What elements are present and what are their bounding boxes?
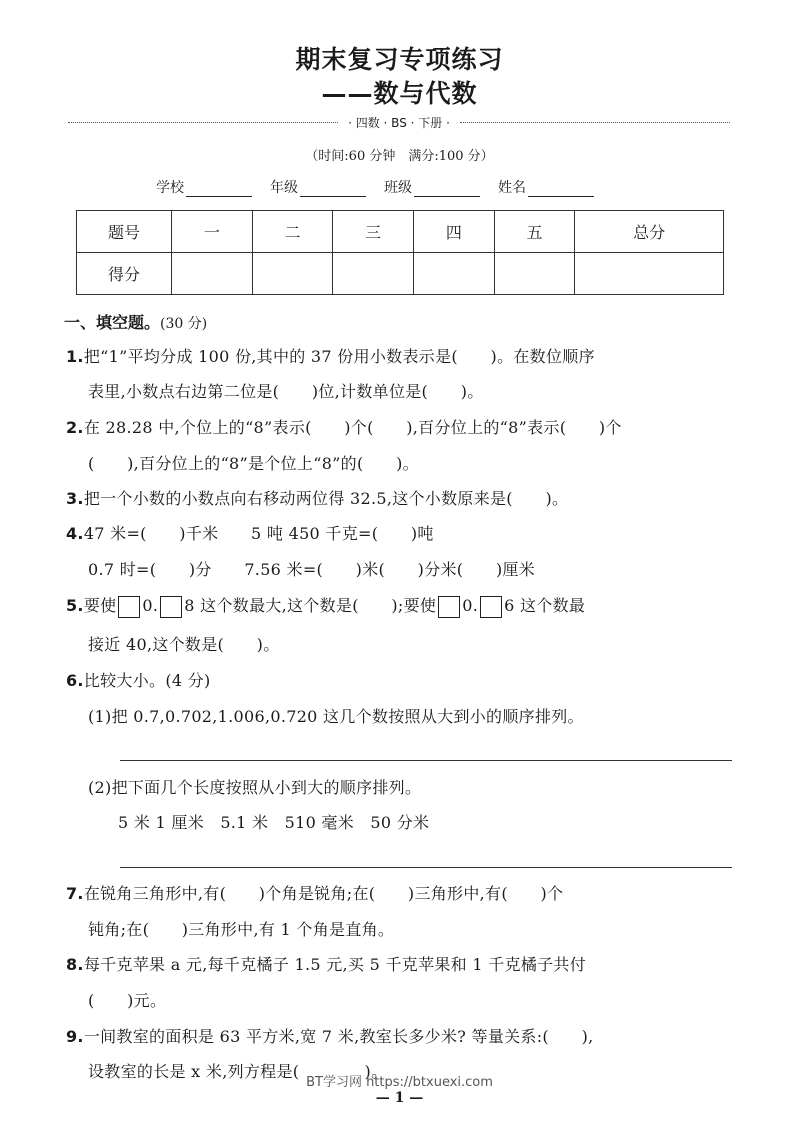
- answer-line[interactable]: [120, 760, 732, 761]
- score-cell[interactable]: [252, 253, 333, 295]
- field-grade[interactable]: [270, 177, 366, 197]
- question-text: 一间教室的面积是 63 平方米,宽 7 米,教室长多少米? 等量关系:( ),: [83, 1027, 594, 1046]
- table-row-header: [77, 211, 724, 253]
- section-title: 一、填空题。: [64, 313, 161, 332]
- question-number: 3.: [66, 489, 84, 508]
- question-number: 5.: [66, 596, 84, 615]
- answer-box[interactable]: [160, 596, 182, 618]
- question-number: 2.: [66, 418, 84, 437]
- time-info: （时间:60 分钟 满分:100 分）: [305, 149, 494, 164]
- section-points: (30 分): [160, 316, 208, 332]
- question-number: 6.: [66, 671, 84, 690]
- question-5-line-2: 接近 40,这个数是( )。: [88, 635, 280, 654]
- section-heading: [64, 310, 207, 333]
- field-label: 年级: [270, 180, 298, 196]
- score-cell[interactable]: [575, 253, 724, 295]
- table-cell: 二: [252, 211, 333, 253]
- question-text: 比较大小。(4 分): [83, 671, 211, 690]
- question-text: 在 28.28 中,个位上的“8”表示( )个( ),百分位上的“8”表示( )个: [83, 418, 622, 437]
- question-text: 要使: [83, 596, 117, 615]
- question-text: 在锐角三角形中,有( )个角是锐角;在( )三角形中,有( )个: [83, 884, 564, 903]
- question-1-line-2: 表里,小数点右边第二位是( )位,计数单位是( )。: [88, 382, 484, 401]
- grade-blank[interactable]: [300, 182, 366, 197]
- answer-box[interactable]: [438, 596, 460, 618]
- question-text: 47 米=( )千米 5 吨 450 千克=( )吨: [83, 524, 434, 543]
- answer-box[interactable]: [118, 596, 140, 618]
- question-text: 8 这个数最大,这个数是( );要使: [184, 596, 437, 615]
- question-8-line-1: [66, 952, 586, 975]
- field-label: 班级: [384, 180, 412, 196]
- question-5-line-1: [66, 593, 585, 618]
- question-1-line-1: [66, 344, 595, 367]
- title-line-2: ——数与代数: [321, 79, 478, 108]
- question-text: 6 这个数最: [504, 596, 586, 615]
- question-3-line-1: [66, 486, 568, 509]
- question-text: 0.: [462, 596, 479, 615]
- question-number: 8.: [66, 955, 84, 974]
- subtitle-bar: [68, 114, 730, 130]
- page-number: — 1 —: [375, 1090, 424, 1106]
- question-6-lengths: 5 米 1 厘米 5.1 米 510 毫米 50 分米: [118, 813, 430, 832]
- table-cell: 四: [414, 211, 495, 253]
- question-6-line-1: [66, 668, 211, 691]
- watermark: BT学习网 https://btxuexi.com: [306, 1075, 493, 1090]
- dotted-divider: [68, 122, 338, 123]
- question-7-line-2: 钝角;在( )三角形中,有 1 个角是直角。: [88, 920, 395, 939]
- question-number: 7.: [66, 884, 84, 903]
- class-blank[interactable]: [414, 182, 480, 197]
- title-line-1: 期末复习专项练习: [295, 45, 504, 74]
- field-school[interactable]: [156, 177, 252, 197]
- subtitle: · 四数 · BS · 下册 ·: [348, 115, 450, 130]
- score-cell[interactable]: [494, 253, 575, 295]
- field-name[interactable]: [498, 177, 594, 197]
- name-blank[interactable]: [528, 182, 594, 197]
- question-4-line-1: [66, 521, 434, 544]
- question-6-sub-1: (1)把 0.7,0.702,1.006,0.720 这几个数按照从大到小的顺序排列。: [88, 707, 584, 726]
- field-label: 学校: [156, 180, 184, 196]
- question-text: 0.: [142, 596, 159, 615]
- question-text: 把一个小数的小数点向右移动两位得 32.5,这个小数原来是( )。: [83, 489, 569, 508]
- question-number: 4.: [66, 524, 84, 543]
- question-6-sub-2: (2)把下面几个长度按照从小到大的顺序排列。: [88, 778, 422, 797]
- question-text: 把“1”平均分成 100 份,其中的 37 份用小数表示是( )。在数位顺序: [83, 347, 595, 366]
- question-2-line-1: [66, 415, 622, 438]
- dotted-divider: [460, 122, 730, 123]
- table-cell: 得分: [77, 253, 172, 295]
- table-cell: 三: [333, 211, 414, 253]
- question-9-line-1: [66, 1024, 594, 1047]
- question-number: 1.: [66, 347, 84, 366]
- question-2-line-2: ( ),百分位上的“8”是个位上“8”的( )。: [88, 454, 419, 473]
- answer-line[interactable]: [120, 867, 732, 868]
- answer-box[interactable]: [480, 596, 502, 618]
- student-info: [156, 177, 594, 197]
- school-blank[interactable]: [186, 182, 252, 197]
- table-cell: 五: [494, 211, 575, 253]
- score-cell[interactable]: [333, 253, 414, 295]
- question-8-line-2: ( )元。: [88, 991, 167, 1010]
- question-7-line-1: [66, 881, 563, 904]
- score-table: [76, 210, 724, 295]
- question-9-line-2: 设教室的长是 x 米,列方程是( )。: [88, 1062, 388, 1081]
- field-class[interactable]: [384, 177, 480, 197]
- question-4-line-2: 0.7 时=( )分 7.56 米=( )米( )分米( )厘米: [88, 560, 536, 579]
- field-label: 姓名: [498, 180, 526, 196]
- score-cell[interactable]: [172, 253, 253, 295]
- table-cell: 题号: [77, 211, 172, 253]
- question-number: 9.: [66, 1027, 84, 1046]
- table-row-score: [77, 253, 724, 295]
- table-cell: 一: [172, 211, 253, 253]
- score-cell[interactable]: [414, 253, 495, 295]
- question-text: 每千克苹果 a 元,每千克橘子 1.5 元,买 5 千克苹果和 1 千克橘子共付: [83, 955, 587, 974]
- table-cell: 总分: [575, 211, 724, 253]
